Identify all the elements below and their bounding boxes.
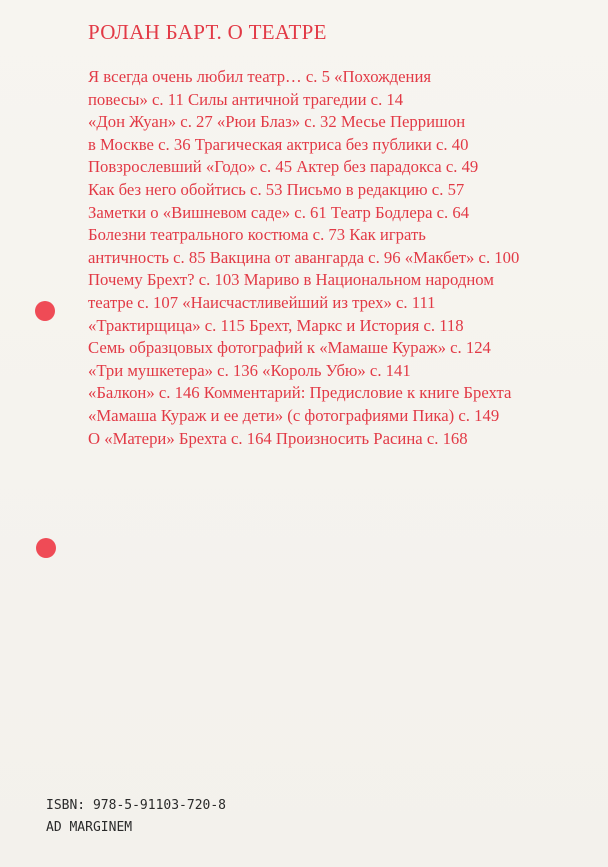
toc-line: Болезни театрального костюма с. 73 Как играть [88, 225, 426, 245]
toc-line: «Три мушкетера» с. 136 «Король Убю» с. 141 [88, 360, 411, 380]
toc-line: античность с. 85 Вакцина от авангарда с. 96 «Макбет» с. 100 [88, 247, 520, 267]
isbn-number: ISBN: 978-5-91103-720-8 [46, 798, 227, 813]
toc-line: Заметки о «Вишневом саде» с. 61 Театр Бодлера с. 64 [88, 202, 470, 222]
punch-hole-upper [35, 301, 55, 321]
punch-hole-lower [36, 538, 56, 558]
publisher-name: AD MARGINEM [46, 820, 133, 835]
toc-line: Почему Брехт? с. 103 Мариво в Национальном народном [88, 270, 494, 290]
toc-line: «Дон Жуан» с. 27 «Рюи Блаз» с. 32 Месье Перришон [88, 112, 466, 132]
toc-line: повесы» с. 11 Силы античной трагедии с. 14 [88, 89, 404, 109]
toc-line: «Мамаша Кураж и ее дети» (с фотографиями Пика) с. 149 [88, 405, 500, 425]
toc-line: Повзрослевший «Годо» с. 45 Актер без парадокса с. 49 [88, 157, 479, 177]
toc-line: Как без него обойтись с. 53 Письмо в редакцию с. 57 [88, 179, 465, 199]
book-title: РОЛАН БАРТ. О ТЕАТРЕ [88, 20, 327, 44]
toc-line: О «Матери» Брехта с. 164 Произносить Расина с. 168 [88, 428, 468, 448]
toc-line: «Трактирщица» с. 115 Брехт, Маркс и История с. 118 [88, 315, 464, 335]
toc-line: театре с. 107 «Наисчастливейший из трех» с. 111 [88, 292, 436, 312]
toc-line: Семь образцовых фотографий к «Мамаше Кураж» с. 124 [88, 338, 491, 358]
table-of-contents [88, 66, 593, 450]
toc-line: в Москве с. 36 Трагическая актриса без публики с. 40 [88, 134, 469, 154]
toc-line: «Балкон» с. 146 Комментарий: Предисловие к книге Брехта [88, 383, 512, 403]
toc-line: Я всегда очень любил театр… с. 5 «Похождения [88, 67, 432, 86]
